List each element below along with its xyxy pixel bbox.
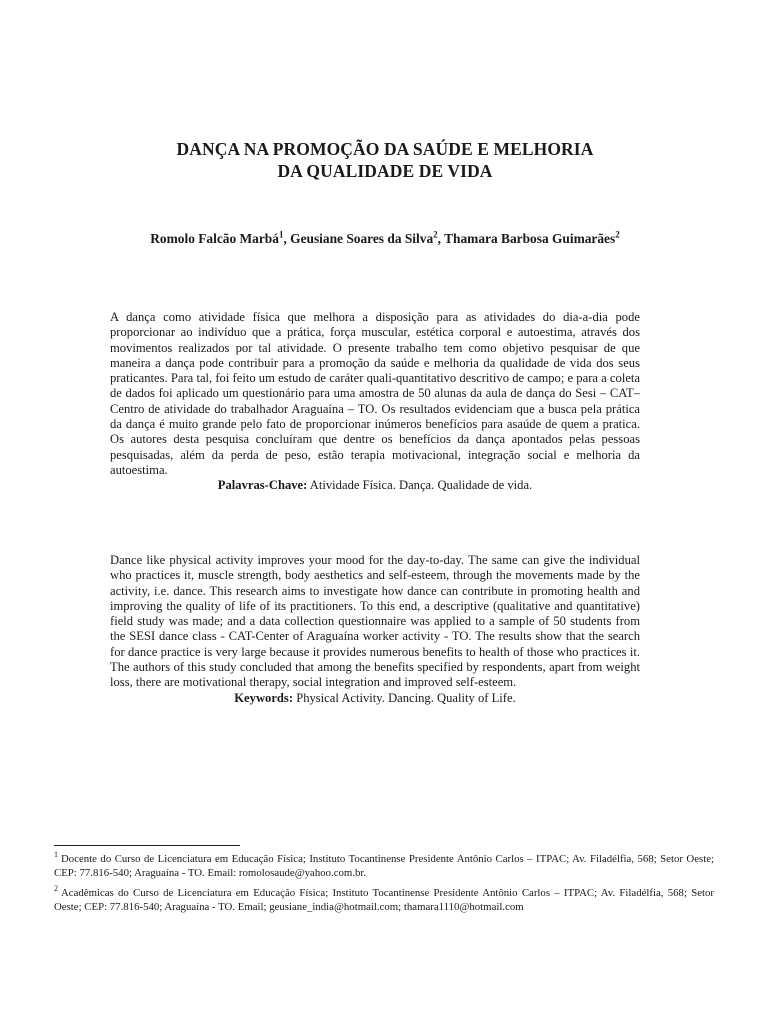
footnote-2 — [54, 886, 714, 914]
abstract-pt-text: A dança como atividade física que melhora a disposição para as atividades do dia-a-dia pode proporcionar ao indivíduo que a prática, força muscular, estética corporal e autoestima, através dos movimentos realizados por tal atividade. O presente trabalho tem como objetivo pesquisar de que maneira a dança pode contribuir para a promoção da saúde e melhoria da qualidade de vida dos seus praticantes. Para tal, foi feito um estudo de caráter quali-quantitativo descritivo de campo; e para a coleta de dados foi aplicado um questionário para uma amostra de 50 alunas da aula de dança do Sesi – CAT–Centro de atividade do trabalhador Araguaína – TO. Os resultados evidenciam que a busca pela prática da dança é muito grande pelo fato de proporcionar inúmeros benefícios para asaúde de quem a pratica. Os autores desta pesquisa concluíram que dentre os benefícios da dança apontados pelas pessoas pesquisadas, além da perda de peso, estão terapia motivacional, integração social e melhoria da autoestima. — [110, 310, 640, 477]
footnote-1-text: Docente do Curso de Licenciatura em Educação Física; Instituto Tocantinense Presidente Antônio Carlos – ITPAC; Av. Filadélfia, 568; Setor Oeste; CEP: 77.816-540; Araguaína - TO. Email: romolosaude@yahoo.com.br. — [54, 853, 714, 879]
paper-title — [100, 138, 670, 182]
author-name: Romolo Falcão Marbá — [150, 231, 279, 246]
keywords-pt-values: Atividade Física. Dança. Qualidade de vida. — [309, 478, 533, 493]
keywords-en-values: Physical Activity. Dancing. Quality of Life. — [296, 690, 516, 705]
author-affiliation-mark: 2 — [615, 229, 620, 240]
author-separator: , — [437, 231, 445, 246]
footnote-divider — [54, 845, 240, 846]
keywords-en-label: Keywords: — [234, 690, 294, 705]
author-separator: , — [283, 231, 291, 246]
keywords-en — [110, 691, 640, 706]
abstract-en-text: Dance like physical activity improves your mood for the day-to-day. The same can give the individual who practices it, muscle strength, body aesthetics and self-esteem, through the movements made by the activity, i.e. dance. This research aims to investigate how dance can contribute in promoting health and improving the quality of life of its practitioners. To this end, a descriptive (qualitative and quantitative) field study was made; and a data collection questionnaire was applied to a sample of 50 students from the SESI dance class - CAT-Center of Araguaína worker activity - TO. The results show that the search for dance practice is very large because it provides numerous benefits to health of those who practices it. The authors of this study concluded that among the benefits specified by respondents, apart from weight loss, there are motivational therapy, social integration and improved self-esteem. — [110, 553, 640, 690]
abstract-english — [110, 553, 640, 706]
author-affiliation-mark: 2 — [433, 229, 438, 240]
title-line-1: DANÇA NA PROMOÇÃO DA SAÚDE E MELHORIA — [176, 139, 594, 159]
footnote-2-mark: 2 — [54, 884, 58, 894]
footnote-1-mark: 1 — [54, 850, 58, 860]
keywords-pt-label: Palavras-Chave: — [217, 478, 308, 493]
author-list — [80, 230, 690, 248]
author-affiliation-mark: 1 — [278, 229, 284, 240]
keywords-pt — [110, 478, 640, 493]
author-name: Geusiane Soares da Silva — [290, 231, 434, 246]
title-line-2: DA QUALIDADE DE VIDA — [277, 161, 493, 181]
footnote-2-text: Acadêmicas do Curso de Licenciatura em Educação Física; Instituto Tocantinense Presidente Antônio Carlos – ITPAC; Av. Filadélfia, 568; Setor Oeste; CEP: 77.816-540; Araguaína - TO. Email; geusiane_india@hotmail.com; thamara1110@hotmail.com — [54, 887, 714, 913]
abstract-portuguese — [110, 310, 640, 494]
author-name: Thamara Barbosa Guimarães — [444, 231, 616, 246]
footnote-1 — [54, 852, 714, 880]
